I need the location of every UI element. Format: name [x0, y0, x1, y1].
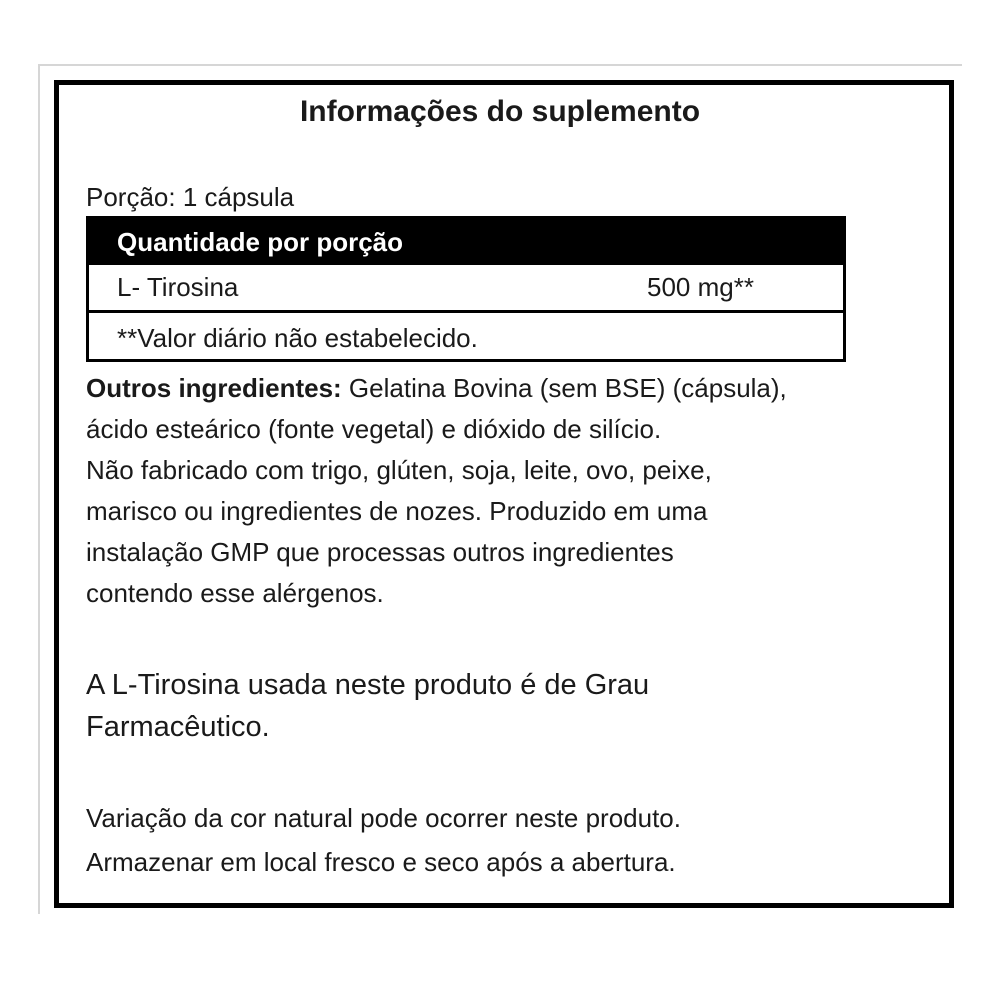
other-ingredients-line: contendo esse alérgenos.: [86, 578, 384, 608]
other-ingredients-first-line: [86, 368, 936, 409]
storage-line: Armazenar em local fresco e seco após a abertura.: [86, 847, 676, 877]
other-ingredients-text: Gelatina Bovina (sem BSE) (cápsula),: [341, 373, 787, 403]
table-footnote: **Valor diário não estabelecido.: [117, 323, 478, 353]
other-ingredients-line: Não fabricado com trigo, glúten, soja, leite, ovo, peixe,: [86, 455, 712, 485]
nutrition-table: [86, 216, 846, 362]
other-ingredients-line: ácido esteárico (fonte vegetal) e dióxido de silício.: [86, 414, 662, 444]
other-ingredients-heading: Outros ingredientes:: [86, 373, 342, 403]
grade-line: Farmacêutico.: [86, 711, 270, 743]
other-ingredients-section: [86, 368, 936, 614]
pharmaceutical-grade-note: [86, 664, 936, 748]
serving-size: Porção: 1 cápsula: [86, 182, 295, 212]
table-header: Quantidade por porção: [89, 219, 843, 265]
ingredient-amount: 500 mg**: [647, 272, 754, 302]
ingredient-name: L- Tirosina: [117, 272, 239, 302]
other-ingredients-line: instalação GMP que processas outros ingredientes: [86, 537, 674, 567]
storage-note: [86, 796, 936, 884]
grade-line: A L-Tirosina usada neste produto é de Grau: [86, 669, 650, 701]
panel-title: Informações do suplemento: [299, 95, 701, 128]
storage-line: Variação da cor natural pode ocorrer neste produto.: [86, 803, 681, 833]
other-ingredients-line: marisco ou ingredientes de nozes. Produzido em uma: [86, 496, 708, 526]
table-row: [89, 265, 843, 313]
